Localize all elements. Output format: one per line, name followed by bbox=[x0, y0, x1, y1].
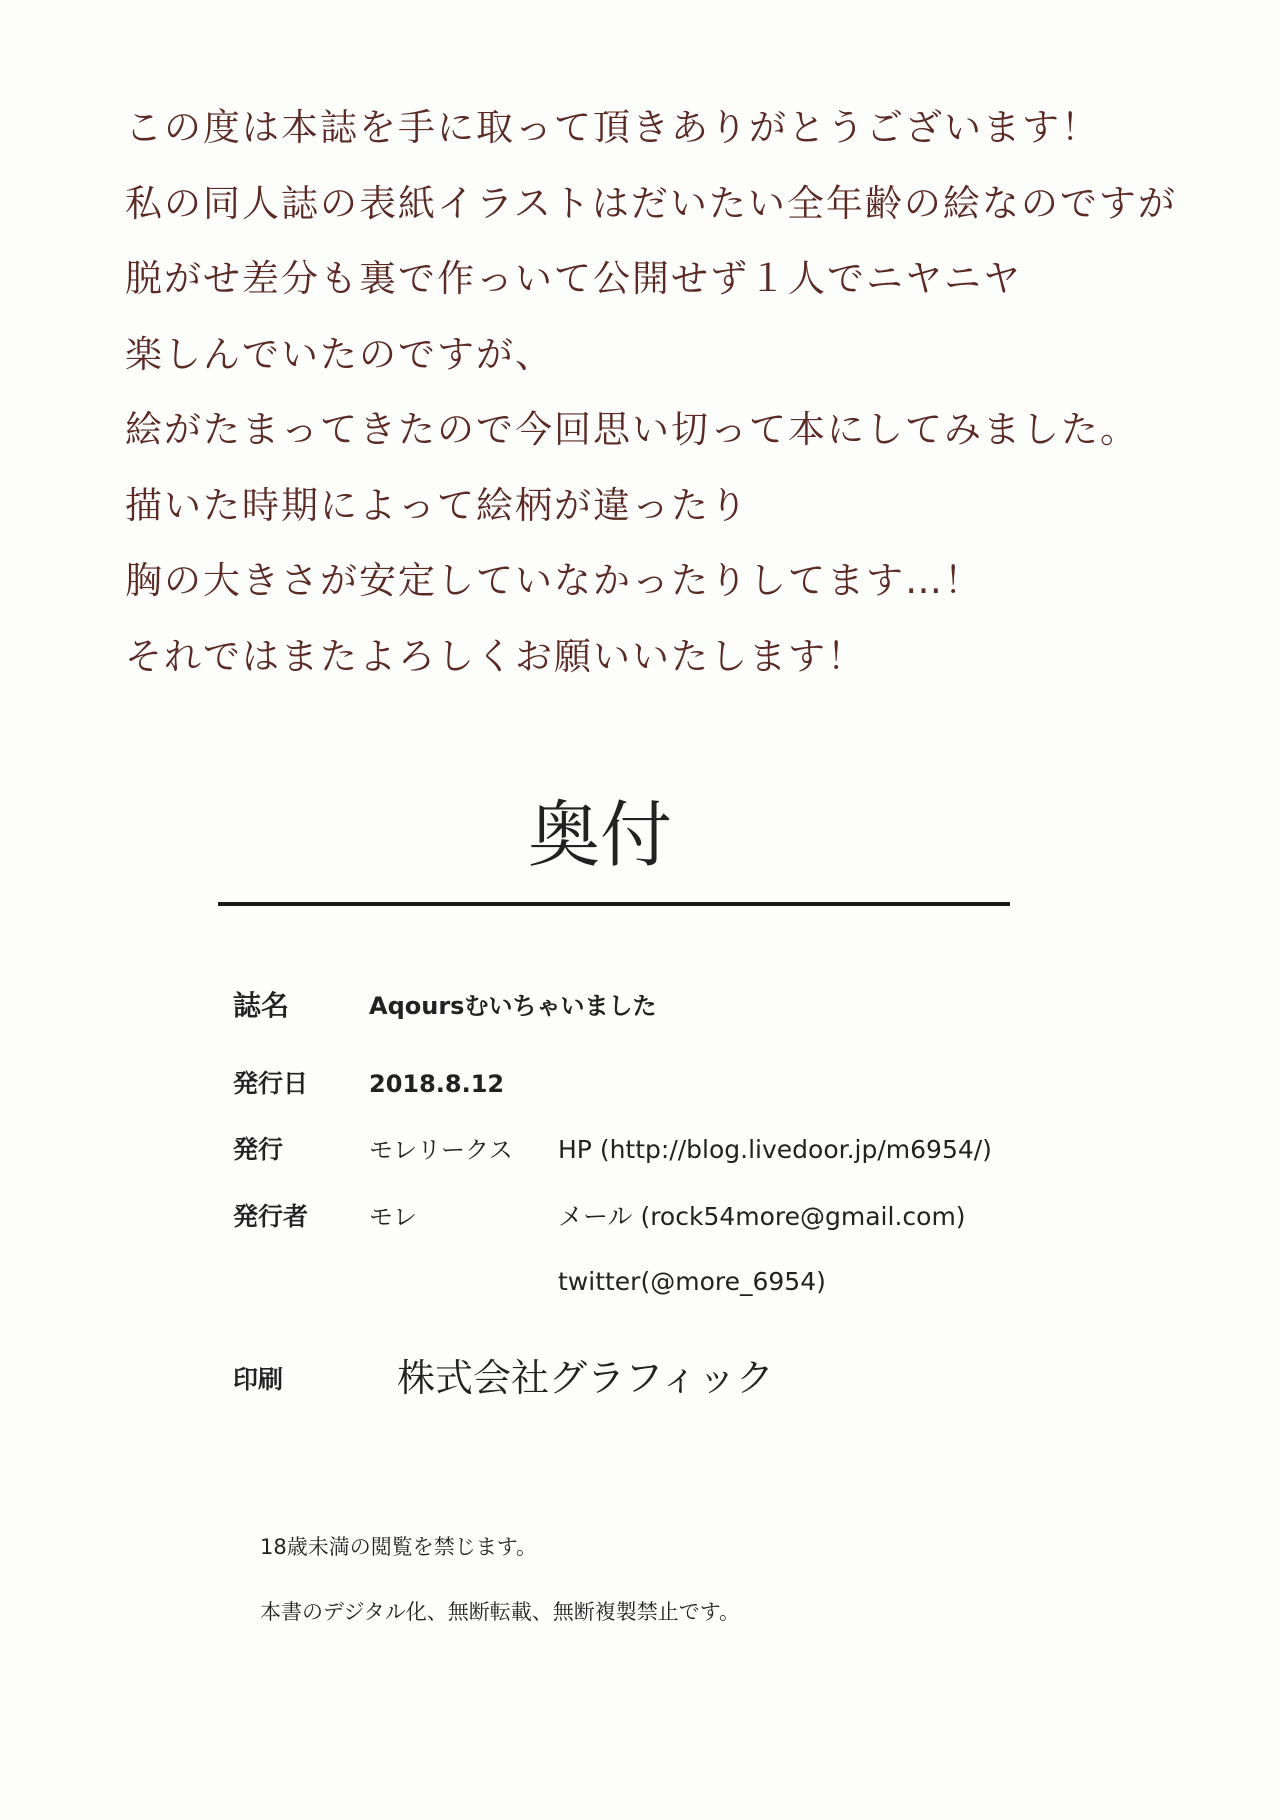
afterword-line-2: 私の同人誌の表紙イラストはだいたい全年齢の絵なのですが bbox=[125, 181, 1177, 225]
title-value: Aqoursむいちゃいました bbox=[369, 992, 657, 1020]
info-row-date bbox=[0, 1062, 1280, 1106]
afterword-line-7: 胸の大きさが安定していなかったりしてます…！ bbox=[125, 559, 983, 602]
info-row-publisher bbox=[0, 1128, 1280, 1172]
publisher-value: モレリークス bbox=[369, 1136, 513, 1164]
afterword-line-3: 脱がせ差分も裏で作っいて公開せず１人でニヤニヤ bbox=[125, 257, 1022, 300]
date-value: 2018.8.12 bbox=[369, 1070, 505, 1098]
title-divider bbox=[218, 902, 1010, 906]
afterword-line-5: 絵がたまってきたので今回思い切って本にしてみました。 bbox=[125, 408, 1139, 451]
twitter-handle: twitter(@more_6954) bbox=[558, 1267, 826, 1296]
printer-label: 印刷 bbox=[233, 1365, 284, 1394]
date-label: 発行日 bbox=[233, 1069, 309, 1098]
publisher-label: 発行 bbox=[233, 1135, 284, 1164]
info-row-twitter bbox=[0, 1260, 1280, 1304]
info-row-title bbox=[0, 984, 1280, 1028]
age-restriction-notice: 18歳未満の閲覧を禁じます。 bbox=[260, 1535, 538, 1559]
afterword-line-6: 描いた時期によって絵柄が違ったり bbox=[125, 483, 749, 527]
issuer-value: モレ bbox=[369, 1203, 417, 1231]
printer-value: 株式会社グラフィック bbox=[397, 1356, 774, 1400]
title-label: 誌名 bbox=[233, 989, 290, 1022]
copyright-notice: 本書のデジタル化、無断転載、無断複製禁止です。 bbox=[260, 1600, 741, 1624]
email-address: メール (rock54more@gmail.com) bbox=[558, 1202, 966, 1231]
issuer-label: 発行者 bbox=[233, 1202, 309, 1231]
homepage-url: HP (http://blog.livedoor.jp/m6954/) bbox=[558, 1135, 992, 1164]
afterword-message bbox=[125, 90, 1245, 694]
afterword-line-4: 楽しんでいたのですが、 bbox=[125, 332, 554, 376]
colophon-title: 奥付 bbox=[527, 793, 672, 877]
afterword-line-8: それではまたよろしくお願いいたします！ bbox=[125, 634, 866, 678]
info-row-issuer bbox=[0, 1195, 1280, 1239]
afterword-line-1: この度は本誌を手に取って頂きありがとうございます！ bbox=[125, 106, 1100, 149]
